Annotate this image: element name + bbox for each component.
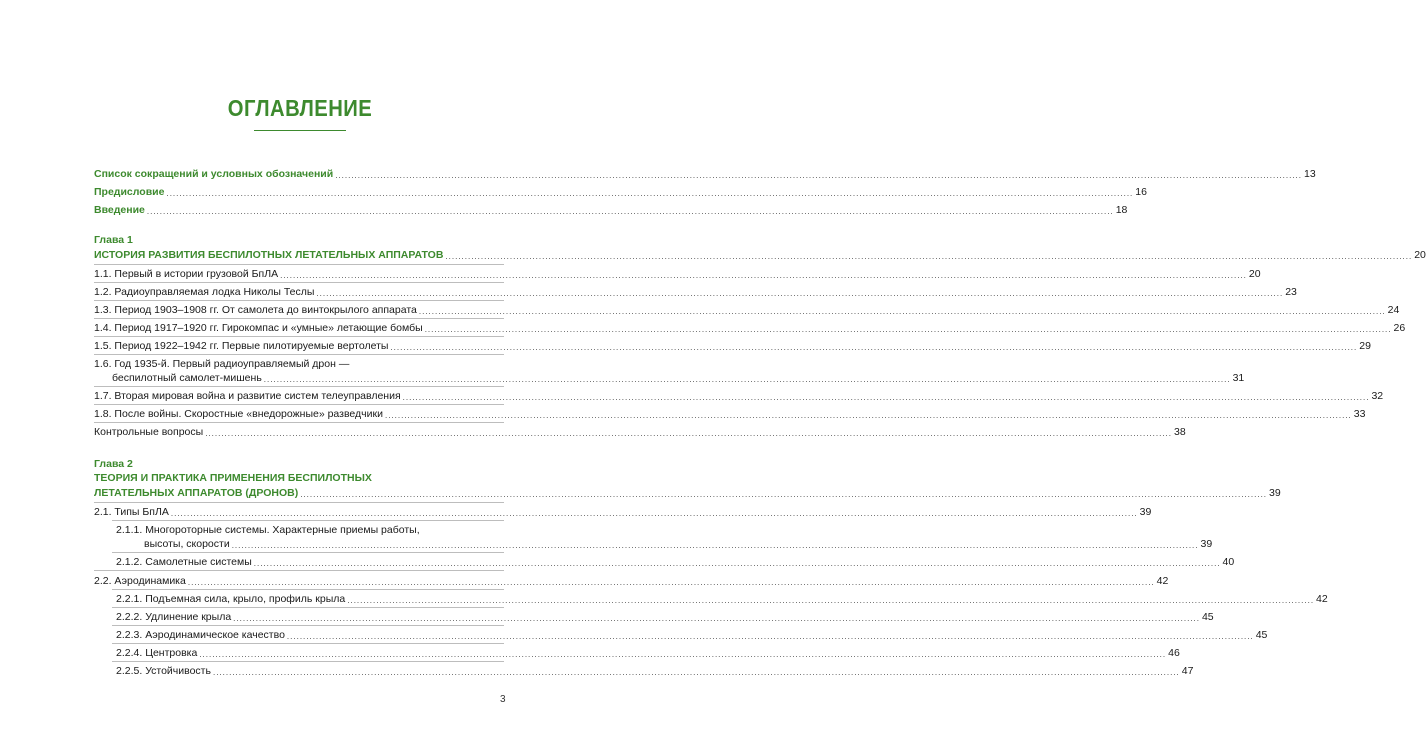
leader-dots: ............................................................................................................................................................................................................................................................................................................ <box>253 559 1221 568</box>
page-number: 3 <box>500 694 506 705</box>
leader-dots: ............................................................................................................................................................................................................................................................................................................ <box>233 614 1200 623</box>
toc-entry[interactable] <box>112 372 1245 385</box>
chapter-1-title: ИСТОРИЯ РАЗВИТИЯ БЕСПИЛОТНЫХ ЛЕТАТЕЛЬНЫХ АППАРАТОВ <box>94 249 444 261</box>
toc-entry-label: Предисловие <box>94 186 165 198</box>
toc-entry[interactable] <box>94 268 1261 281</box>
toc-entry-chapter-2[interactable] <box>94 487 1281 500</box>
toc-entry-page: 13 <box>1304 168 1316 180</box>
toc-entry[interactable] <box>94 322 1406 335</box>
toc-entry-label: 2.2.3. Аэродинамическое качество <box>116 629 285 641</box>
toc-entry[interactable] <box>116 647 1180 660</box>
toc-entry-label-line1: 1.6. Год 1935-й. Первый радиоуправляемый дрон — <box>94 358 350 370</box>
leader-dots: ............................................................................................................................................................................................................................................................................................................ <box>187 578 1155 587</box>
toc-entry-page: 16 <box>1135 186 1147 198</box>
divider <box>112 625 504 626</box>
toc-entry-page: 18 <box>1115 204 1128 216</box>
leader-dots: ............................................................................................................................................................................................................................................................................................................ <box>286 632 1254 641</box>
divider <box>94 318 504 319</box>
toc-entry-label: 1.5. Период 1922–1942 гг. Первые пилотируемые вертолеты <box>94 340 389 352</box>
toc-entry-page: 24 <box>1387 304 1400 316</box>
leader-dots: ............................................................................................................................................................................................................................................................................................................ <box>263 375 1231 384</box>
leader-dots: ............................................................................................................................................................................................................................................................................................................ <box>384 411 1352 420</box>
divider <box>112 607 504 608</box>
toc-entry-page: 42 <box>1156 575 1169 587</box>
toc-entry-introduction[interactable] <box>94 204 1128 217</box>
toc-entry-label: 2.1. Типы БпЛА <box>94 506 169 518</box>
toc-entry-label-line1: 2.1.1. Многороторные системы. Характерные приемы работы, <box>116 524 420 536</box>
divider <box>112 520 504 521</box>
toc-entry[interactable] <box>116 629 1268 642</box>
toc-entry-page: 39 <box>1200 538 1213 550</box>
leader-dots: ............................................................................................................................................................................................................................................................................................................ <box>199 650 1167 659</box>
toc-entry-page: 32 <box>1371 390 1384 402</box>
divider <box>112 643 504 644</box>
toc-entry-page: 45 <box>1255 629 1268 641</box>
toc-entry-page: 26 <box>1393 322 1406 334</box>
divider <box>94 282 504 283</box>
toc-entry-label: 1.8. После войны. Скоростные «внедорожные» разведчики <box>94 408 383 420</box>
toc-entry[interactable] <box>116 556 1235 569</box>
toc-entry-page: 39 <box>1139 506 1152 518</box>
divider <box>94 570 504 571</box>
toc-entry[interactable] <box>116 611 1214 624</box>
toc-entry-preface[interactable] <box>94 186 1147 199</box>
toc-entry-page: 20 <box>1248 268 1261 280</box>
toc-entry-label: Контрольные вопросы <box>94 426 204 438</box>
toc-entry[interactable] <box>116 665 1194 678</box>
toc-entry-label: 2.2.2. Удлинение крыла <box>116 611 232 623</box>
toc-entry-page: 23 <box>1285 286 1297 298</box>
toc-entry-page: 33 <box>1353 408 1366 420</box>
toc-entry-review-questions[interactable] <box>94 426 1186 439</box>
toc-entry[interactable] <box>94 408 1366 421</box>
divider <box>112 661 504 662</box>
toc-entry[interactable] <box>94 575 1169 588</box>
toc-entry-label: Список сокращений и условных обозначений <box>94 168 334 180</box>
toc-entry-label: 1.4. Период 1917–1920 гг. Гирокомпас и «умные» летающие бомбы <box>94 322 423 334</box>
toc-entry-label: 1.7. Вторая мировая война и развитие систем телеуправления <box>94 390 401 402</box>
divider <box>94 336 504 337</box>
toc-entry[interactable] <box>144 538 1213 551</box>
chapter-1-heading: Глава 1 <box>94 234 133 246</box>
toc-entry[interactable] <box>94 304 1400 317</box>
leader-dots: ............................................................................................................................................................................................................................................................................................................ <box>424 325 1392 334</box>
divider <box>94 300 504 301</box>
toc-entry-page: 46 <box>1168 647 1180 659</box>
leader-dots: ............................................................................................................................................................................................................................................................................................................ <box>280 271 1247 280</box>
toc-entry-page: 31 <box>1232 372 1245 384</box>
divider <box>94 354 504 355</box>
leader-dots: ............................................................................................................................................................................................................................................................................................................ <box>170 509 1138 518</box>
toc-entry-page: 20 <box>1414 249 1426 261</box>
leader-dots: ............................................................................................................................................................................................................................................................................................................ <box>445 252 1413 261</box>
leader-dots: ............................................................................................................................................................................................................................................................................................................ <box>205 429 1172 438</box>
toc-entry-label: 2.2. Аэродинамика <box>94 575 186 587</box>
toc-entry-page: 29 <box>1359 340 1371 352</box>
toc-entry-page: 39 <box>1269 487 1281 499</box>
toc-entry-label: высоты, скорости <box>144 538 230 550</box>
divider <box>94 422 504 423</box>
toc-entry-abbreviations[interactable] <box>94 168 1316 181</box>
toc-entry[interactable] <box>94 340 1371 353</box>
leader-dots: ............................................................................................................................................................................................................................................................................................................ <box>347 596 1315 605</box>
leader-dots: ............................................................................................................................................................................................................................................................................................................ <box>231 541 1199 550</box>
leader-dots: ............................................................................................................................................................................................................................................................................................................ <box>316 289 1284 298</box>
toc-entry-page: 40 <box>1222 556 1235 568</box>
chapter-2-title-line1: ТЕОРИЯ И ПРАКТИКА ПРИМЕНЕНИЯ БЕСПИЛОТНЫХ <box>94 472 372 484</box>
title-underline <box>254 130 346 131</box>
toc-entry[interactable] <box>116 593 1328 606</box>
toc-entry-label: 1.1. Первый в истории грузовой БпЛА <box>94 268 279 280</box>
toc-entry-label: 1.3. Период 1903–1908 гг. От самолета до винтокрылого аппарата <box>94 304 417 316</box>
leader-dots: ............................................................................................................................................................................................................................................................................................................ <box>418 307 1386 316</box>
leader-dots: ............................................................................................................................................................................................................................................................................................................ <box>390 343 1358 352</box>
toc-entry-label: 2.1.2. Самолетные системы <box>116 556 252 568</box>
toc-entry-label: 2.2.4. Центровка <box>116 647 198 659</box>
divider <box>94 264 504 265</box>
toc-entry-label: Введение <box>94 204 145 216</box>
chapter-2-title-line2: ЛЕТАТЕЛЬНЫХ АППАРАТОВ (ДРОНОВ) <box>94 487 299 499</box>
toc-entry-page: 38 <box>1173 426 1186 438</box>
divider <box>94 404 504 405</box>
toc-entry-page: 42 <box>1316 593 1328 605</box>
toc-entry-page: 47 <box>1181 665 1194 677</box>
leader-dots: ............................................................................................................................................................................................................................................................................................................ <box>335 171 1302 180</box>
chapter-2-heading: Глава 2 <box>94 458 133 470</box>
toc-entry-page: 45 <box>1201 611 1214 623</box>
divider <box>112 552 504 553</box>
leader-dots: ............................................................................................................................................................................................................................................................................................................ <box>300 490 1268 499</box>
toc-entry-label: 1.2. Радиоуправляемая лодка Николы Теслы <box>94 286 315 298</box>
toc-entry-label: 2.2.5. Устойчивость <box>116 665 211 677</box>
toc-entry-label: беспилотный самолет-мишень <box>112 372 262 384</box>
toc-entry-chapter-1[interactable] <box>94 249 1426 262</box>
page-title: ОГЛАВЛЕНИЕ <box>227 95 373 121</box>
toc-entry[interactable] <box>94 506 1152 519</box>
leader-dots: ............................................................................................................................................................................................................................................................................................................ <box>146 207 1114 216</box>
toc-entry-label: 2.2.1. Подъемная сила, крыло, профиль крыла <box>116 593 346 605</box>
leader-dots: ............................................................................................................................................................................................................................................................................................................ <box>212 668 1180 677</box>
leader-dots: ............................................................................................................................................................................................................................................................................................................ <box>166 189 1134 198</box>
leader-dots: ............................................................................................................................................................................................................................................................................................................ <box>402 393 1370 402</box>
divider <box>112 589 504 590</box>
toc-entry[interactable] <box>94 390 1384 403</box>
toc-entry[interactable] <box>94 286 1297 299</box>
divider <box>94 502 504 503</box>
divider <box>94 386 504 387</box>
